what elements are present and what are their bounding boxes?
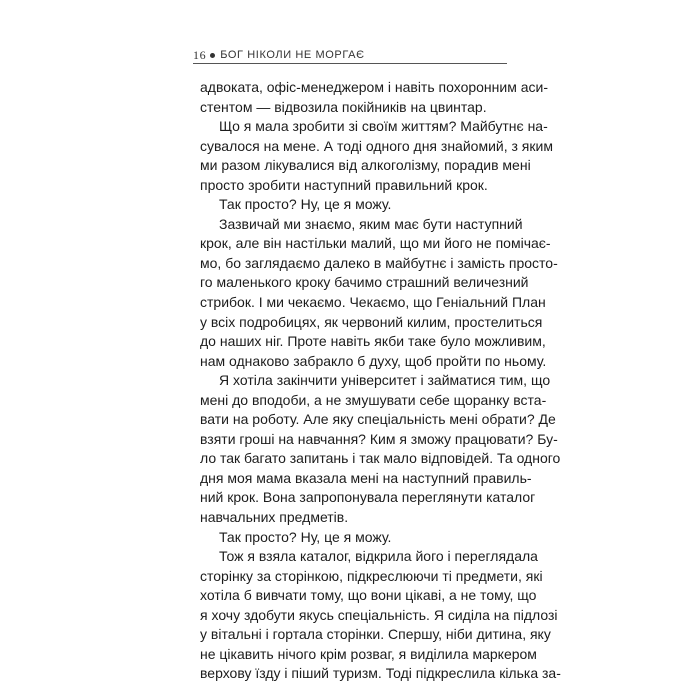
text-line: я хочу здобути якусь спеціальність. Я сиділа на підлозі xyxy=(200,606,558,623)
text-line: Тож я взяла каталог, відкрила його і переглядала xyxy=(219,548,538,565)
text-line: стентом — відвозила покійників на цвинтар. xyxy=(200,98,487,115)
text-line: сторінку за сторінкою, підкреслюючи ті предмети, які xyxy=(200,567,543,584)
text-line: у всіх подробицях, як червоний килим, простелиться xyxy=(200,313,543,330)
text-line: стрибок. І ми чекаємо. Чекаємо, що Геніальний План xyxy=(200,294,546,311)
body-text xyxy=(200,78,561,684)
text-line: у вітальні і гортала сторінки. Спершу, ніби дитина, яку xyxy=(200,626,551,643)
page-number: 16 xyxy=(193,47,207,62)
text-line: го маленького кроку бачимо страшний величезний xyxy=(200,274,529,291)
text-line: до наших ніг. Проте навіть якби таке було можливим, xyxy=(200,333,546,350)
running-header xyxy=(193,48,365,62)
text-line: крок, але він настільки малий, що ми його не помічає- xyxy=(200,235,551,252)
text-line: дня моя мама вказала мені на наступний правиль- xyxy=(200,469,532,486)
text-line: ний крок. Вона запропонувала переглянути каталог xyxy=(200,489,536,506)
text-line: Зазвичай ми знаємо, яким має бути наступний xyxy=(219,215,523,232)
text-line: Я хотіла закінчити університет і займатися тим, що xyxy=(219,372,551,389)
running-title: БОГ НІКОЛИ НЕ МОРГАЄ xyxy=(220,49,365,61)
text-line: Що я мала зробити зі своїм життям? Майбутнє на- xyxy=(219,118,548,135)
bullet-icon xyxy=(210,53,215,58)
text-line: ми разом лікувалися від алкоголізму, порадив мені xyxy=(200,157,531,174)
header-rule xyxy=(193,63,507,64)
text-line: верхову їзду і піший туризм. Тоді підкреслила кілька за- xyxy=(200,665,561,682)
text-line: нам однаково забракло б духу, щоб пройти по ньому. xyxy=(200,352,547,369)
text-line: навчальних предметів. xyxy=(200,509,349,526)
text-line: просто зробити наступний правильний крок. xyxy=(200,176,488,193)
text-line: адвоката, офіс-менеджером і навіть похоронним аси- xyxy=(200,79,548,95)
text-line: вати на роботу. Але яку спеціальність мені обрати? Де xyxy=(200,411,556,428)
text-line: не цікавить нічого крім розваг, я виділила маркером xyxy=(200,645,537,662)
text-line: хотіла б вивчати тому, що вони цікаві, а не тому, що xyxy=(200,587,537,604)
text-line: взяти гроші на навчання? Ким я зможу працювати? Бу- xyxy=(200,430,558,447)
text-line: мо, бо заглядаємо далеко в майбутнє і замість просто- xyxy=(200,254,558,271)
text-line: Так просто? Ну, це я можу. xyxy=(219,528,392,545)
text-line: Так просто? Ну, це я можу. xyxy=(219,196,392,213)
text-line: ло так багато запитань і так мало відповідей. Та одного xyxy=(200,450,561,467)
text-line: сувалося на мене. А тоді одного дня знайомий, з яким xyxy=(200,137,553,154)
text-line: мені до вподоби, а не змушувати себе щоранку вста- xyxy=(200,391,547,408)
